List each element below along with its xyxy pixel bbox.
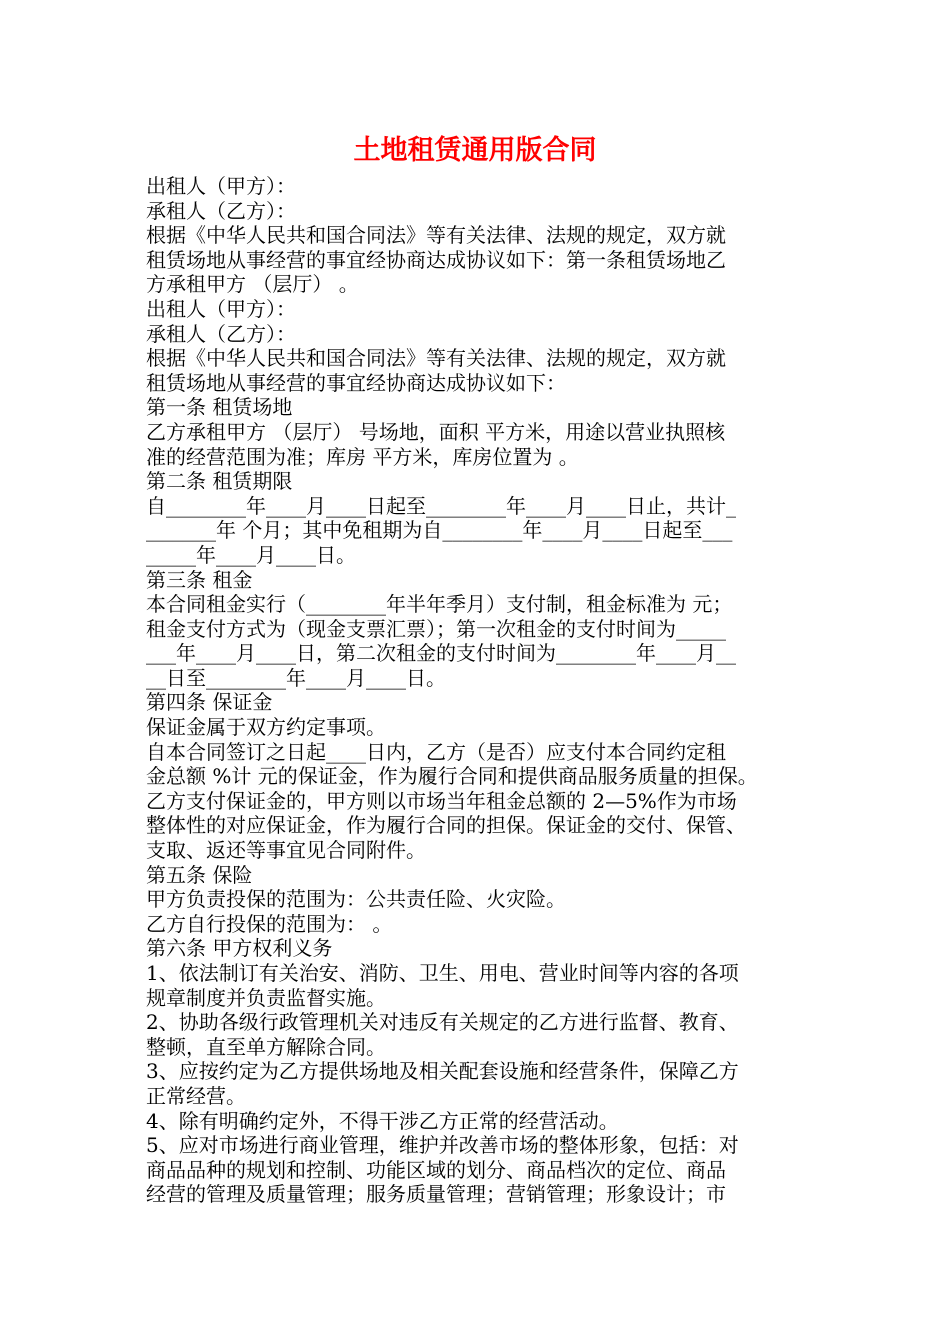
- text-line: 出租人（甲方）：: [146, 296, 296, 321]
- text-line: 自________年____月____日起至________年____月____日止，共计_: [146, 493, 736, 518]
- text-line: 第六条 甲方权利义务: [146, 936, 333, 961]
- text-line: 商品品种的规划和控制、功能区域的划分、商品档次的定位、商品: [146, 1157, 726, 1182]
- text-line: 承租人（乙方）：: [146, 198, 296, 223]
- text-line: 保证金属于双方约定事项。: [146, 715, 386, 740]
- text-line: 3、应按约定为乙方提供场地及相关配套设施和经营条件，保障乙方: [146, 1059, 739, 1084]
- text-line: 乙方承租甲方 （层厅） 号场地，面积 平方米，用途以营业执照核: [146, 419, 726, 444]
- text-line: 1、依法制订有关治安、消防、卫生、用电、营业时间等内容的各项: [146, 961, 739, 985]
- text-line: 整顿，直至单方解除合同。: [146, 1034, 386, 1059]
- text-line: 方承租甲方 （层厅） 。: [146, 272, 359, 297]
- text-line: 4、除有明确约定外，不得干涉乙方正常的经营活动。: [146, 1108, 619, 1133]
- text-line: 乙方支付保证金的，甲方则以市场当年租金总额的 2—5%作为市场: [146, 788, 737, 813]
- text-line: 租赁场地从事经营的事宜经协商达成协议如下：: [146, 370, 566, 395]
- text-line: 经营的管理及质量管理；服务质量管理；营销管理；形象设计；市: [146, 1182, 726, 1207]
- document-title: 土地租赁通用版合同: [353, 135, 597, 166]
- text-line: 乙方自行投保的范围为： 。: [146, 911, 393, 936]
- text-line: __日至________年____月____日。: [146, 665, 446, 690]
- text-line: 第四条 保证金: [146, 690, 273, 715]
- text-line: 正常经营。: [146, 1083, 246, 1108]
- text-line: 支取、返还等事宜见合同附件。: [146, 838, 426, 863]
- text-line: ___年____月____日，第二次租金的支付时间为________年____月__: [146, 641, 736, 666]
- text-line: 2、协助各级行政管理机关对违反有关规定的乙方进行监督、教育、: [146, 1010, 739, 1035]
- text-line: 本合同租金实行（________年半年季月）支付制，租金标准为 元；: [146, 592, 733, 617]
- text-line: 第一条 租赁场地: [146, 395, 293, 420]
- text-line: 根据《中华人民共和国合同法》等有关法律、法规的规定，双方就: [146, 346, 726, 371]
- text-line: 租赁场地从事经营的事宜经协商达成协议如下：第一条租赁场地乙: [146, 247, 726, 272]
- text-line: 金总额 %计 元的保证金，作为履行合同和提供商品服务质量的担保。: [146, 764, 758, 789]
- document-body: [146, 174, 836, 1207]
- text-line: 第五条 保险: [146, 862, 253, 887]
- text-line: 根据《中华人民共和国合同法》等有关法律、法规的规定，双方就: [146, 223, 726, 248]
- text-line: 第三条 租金: [146, 567, 253, 592]
- text-line: 5、应对市场进行商业管理，维护并改善市场的整体形象，包括：对: [146, 1133, 739, 1158]
- text-line: 自本合同签订之日起____日内，乙方（是否）应支付本合同约定租: [146, 739, 726, 764]
- text-line: 租金支付方式为（现金支票汇票）；第一次租金的支付时间为_____: [146, 616, 726, 641]
- text-line: 甲方负责投保的范围为：公共责任险、火灾险。: [146, 887, 566, 912]
- text-line: 规章制度并负责监督实施。: [146, 985, 386, 1010]
- text-line: 整体性的对应保证金，作为履行合同的担保。保证金的交付、保管、: [146, 813, 746, 838]
- text-line: 准的经营范围为准；库房 平方米，库房位置为 。: [146, 444, 579, 469]
- text-line: 第二条 租赁期限: [146, 469, 293, 494]
- text-line: 承租人（乙方）：: [146, 321, 296, 346]
- text-line: _______年 个月；其中免租期为自________年____月____日起至___: [146, 518, 733, 543]
- text-line: 出租人（甲方）：: [146, 174, 296, 198]
- text-line: _____年____月____日。: [146, 542, 356, 567]
